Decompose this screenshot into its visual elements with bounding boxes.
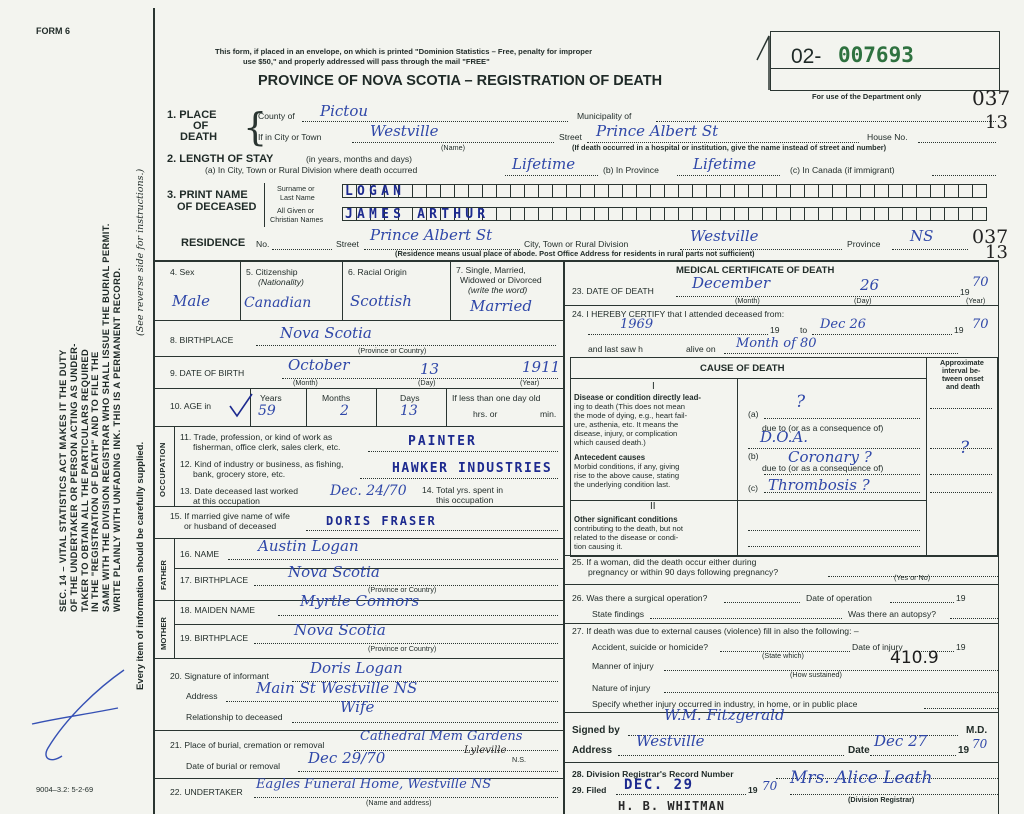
interval-heading-3: tween onset (942, 374, 984, 383)
father-birthplace-value: Nova Scotia (288, 563, 380, 581)
interval-value: ? (960, 438, 970, 458)
year-caption: (Year) (520, 378, 540, 387)
death-year-prefix: 19 (960, 287, 970, 297)
city-value: Westville (370, 122, 439, 140)
other-label-2: contributing to the death, but not (574, 524, 683, 533)
informant-signature-label: 20. Signature of informant (170, 671, 269, 681)
total-years-label-2: this occupation (436, 495, 494, 505)
residence-no-label: No. (256, 239, 270, 249)
certify-label: 24. I HEREBY CERTIFY that I attended deceased from: (572, 309, 785, 319)
given-label-1: All Given or (277, 206, 315, 215)
filed-year: 70 (762, 779, 778, 793)
statute-line: OF THE UNDERTAKER OR PERSON ACTING AS UNDER- (67, 343, 79, 612)
days-label: Days (400, 393, 420, 403)
dob-year: 1911 (522, 358, 561, 376)
manner-label: Manner of injury (592, 661, 654, 671)
form-border-left (153, 8, 155, 814)
birthplace-caption: (Province or Country) (358, 346, 427, 355)
cause-heading: CAUSE OF DEATH (700, 363, 785, 374)
stay-label: 2. LENGTH OF STAY (167, 153, 274, 165)
attended-year-prefix: 19 (954, 325, 964, 335)
burial-date: Dec 29/70 (308, 749, 386, 767)
specify-label: Specify whether injury occurred in industry, in home, or in public place (592, 699, 858, 709)
marital-value: Married (470, 297, 532, 315)
box-tick-mark (755, 30, 785, 92)
burial-date-label: Date of burial or removal (186, 761, 281, 771)
print-name-label-1: 3. PRINT NAME (167, 189, 248, 201)
stay-city-label: (a) In City, Town or Rural Division where death occurred (205, 165, 418, 175)
father-section-label: FATHER (159, 560, 168, 590)
pregnancy-label-1: 25. If a woman, did the death occur either during (572, 557, 757, 567)
alive-on-label: alive on (686, 344, 716, 354)
father-birthplace-label: 17. BIRTHPLACE (180, 575, 249, 585)
trade-value: PAINTER (408, 434, 477, 449)
spouse-label-2: or husband of deceased (184, 521, 277, 531)
cause-line-c: (c) (748, 483, 759, 493)
marital-label-1: 7. Single, Married, (456, 265, 526, 275)
accident-label: Accident, suicide or homicide? (592, 642, 709, 652)
last-worked-label-2: at this occupation (193, 496, 260, 506)
statute-line: SAME WITH THE DIVISION REGISTRAR WHO SHALL ISSUE THE BURIAL PERMIT. (100, 223, 112, 612)
days-value: 13 (400, 403, 418, 419)
signature-date-label: Date (848, 745, 870, 756)
operation-year-prefix: 19 (956, 593, 966, 603)
cause-b-value: D.O.A. (760, 428, 809, 446)
sex-label: 4. Sex (170, 267, 195, 277)
filed-year-prefix: 19 (748, 785, 758, 795)
county-label: County of (258, 111, 295, 121)
md-label: M.D. (966, 725, 988, 736)
to-label: to (800, 325, 808, 335)
stay-province-label: (b) In Province (603, 165, 659, 175)
operation-date-label: Date of operation (806, 593, 872, 603)
statute-line: SEC. 14 – VITAL STATISTICS ACT MAKES IT THE DUTY (57, 349, 68, 612)
residence-note: (Residence means usual place of abode. Post Office Address for residents in rural parts not sufficient) (395, 249, 755, 258)
dob-month: October (288, 356, 350, 374)
mother-birthplace-label: 19. BIRTHPLACE (180, 633, 249, 643)
antecedent-label-4: the underlying condition last. (574, 480, 671, 489)
total-years-label-1: 14. Total yrs. spent in (422, 485, 504, 495)
registration-number: 007693 (838, 43, 914, 67)
age-check-mark (228, 392, 254, 420)
age-label: 10. AGE in (170, 401, 212, 411)
death-year-caption: (Year) (966, 296, 986, 305)
given-names-value: JAMES ARTHUR (345, 207, 490, 222)
sex-value: Male (172, 292, 210, 310)
last-worked-value: Dec. 24/70 (330, 483, 407, 499)
dept-code-3: 037 (972, 226, 1009, 248)
place-label-2: OF (193, 120, 209, 132)
interval-heading-2: interval be- (942, 366, 981, 375)
last-saw-label: and last saw h (588, 344, 643, 354)
occupation-section-label: OCCUPATION (158, 442, 167, 497)
industry-label-2: bank, grocery store, etc. (193, 469, 286, 479)
disease-label-5: disease, injury, or complication (574, 429, 678, 438)
residence-city-label: City, Town or Rural Division (524, 239, 629, 249)
given-label-2: Christian Names (270, 215, 324, 224)
min-label: min. (540, 409, 557, 419)
reverse-note: (See reverse side for instructions.) (135, 168, 146, 336)
disease-label-2: ing to death (This does not mean (574, 402, 686, 411)
dob-day: 13 (420, 360, 440, 378)
surname-boxes (342, 184, 987, 198)
record-number-label: 28. Division Registrar's Record Number (572, 769, 734, 779)
maiden-name-value: Myrtle Connors (300, 592, 420, 610)
county-value: Pictou (320, 102, 369, 120)
mother-birthplace-caption: (Province or Country) (368, 644, 437, 653)
day-caption: (Day) (418, 378, 436, 387)
father-name-value: Austin Logan (258, 537, 359, 555)
surname-label-2: Last Name (280, 193, 315, 202)
injury-year-prefix: 19 (956, 642, 966, 652)
hrs-label: hrs. or (473, 409, 498, 419)
industry-value: HAWKER INDUSTRIES (392, 461, 553, 476)
disease-label-1: Disease or condition directly lead- (574, 393, 701, 402)
years-label: Years (260, 393, 282, 403)
medical-heading: MEDICAL CERTIFICATE OF DEATH (676, 265, 835, 276)
hospital-note: (If death occurred in a hospital or institution, give the name instead of street and number) (572, 143, 887, 152)
coding-value: 410.9 (890, 648, 939, 668)
racial-value: Scottish (350, 292, 412, 310)
margin-pen-mark (28, 668, 128, 768)
dob-label: 9. DATE OF BIRTH (170, 368, 245, 378)
father-birthplace-caption: (Province or Country) (368, 585, 437, 594)
form-number: FORM 6 (36, 26, 71, 36)
disease-label-3: the mode of dying, e.g., heart fail- (574, 411, 688, 420)
stay-canada-label: (c) In Canada (if immigrant) (790, 165, 895, 175)
cause-c-value: Coronary ? (788, 448, 872, 466)
registrar-stamp: H. B. WHITMAN (618, 799, 725, 813)
undertaker-label: 22. UNDERTAKER (170, 787, 243, 797)
city-label: If in City or Town (258, 132, 322, 142)
undertaker-value: Eagles Funeral Home, Westville NS (256, 777, 492, 792)
antecedent-label-3: rise to the above cause, stating (574, 471, 680, 480)
place-label-1: 1. PLACE (167, 109, 217, 121)
less-than-day-label: If less than one day old (452, 393, 541, 403)
statute-line: WRITE PLAINLY WITH UNFADING INK. THIS IS A PERMANENT RECORD. (111, 267, 123, 612)
form-title: PROVINCE OF NOVA SCOTIA – REGISTRATION OF DEATH (258, 73, 663, 89)
registrar-caption: (Division Registrar) (848, 795, 915, 804)
burial-place-note-2: N.S. (512, 755, 526, 764)
external-causes-label: 27. If death was due to external causes (violence) fill in also the following: – (572, 626, 859, 636)
yes-no-caption: (Yes or No) (894, 573, 931, 582)
other-label-4: tion causing it. (574, 542, 623, 551)
print-code: 9004–3.2: 5-2-69 (36, 785, 94, 794)
mailing-notice-2: use $50," and properly addressed will pass through the mail "FREE" (243, 57, 490, 66)
name-caption: (Name) (441, 143, 465, 152)
birthplace-label: 8. BIRTHPLACE (170, 335, 234, 345)
attended-to: Dec 26 (820, 317, 867, 332)
other-label-1: Other significant conditions (574, 515, 678, 524)
how-sustained-caption: (How sustained) (790, 670, 842, 679)
relationship-label: Relationship to deceased (186, 712, 283, 722)
disease-label-4: ure, asthenia, etc. It means the (574, 420, 679, 429)
dept-code-2: 13 (985, 112, 1008, 133)
careful-note: Every item of information should be carefully supplied. (135, 441, 146, 690)
death-day: 26 (860, 276, 880, 294)
birthplace-value: Nova Scotia (280, 324, 372, 342)
cause-line-a: (a) (748, 409, 759, 419)
state-findings-label: State findings (592, 609, 645, 619)
citizenship-label-2: (Nationality) (258, 277, 304, 287)
informant-address: Main St Westville NS (256, 679, 418, 697)
marital-label-2: Widowed or Divorced (460, 275, 542, 285)
last-worked-label-1: 13. Date deceased last worked (180, 486, 298, 496)
attended-from-year-prefix: 19 (770, 325, 780, 335)
due-to-label-1: due to (or as a consequence of) (762, 423, 884, 433)
month-caption: (Month) (293, 378, 318, 387)
street-label: Street (559, 132, 582, 142)
registration-number-box (770, 31, 1000, 91)
years-value: 59 (258, 403, 276, 419)
industry-label-1: 12. Kind of industry or business, as fishing, (180, 459, 344, 469)
surname-value: LOGAN (345, 184, 406, 199)
mother-birthplace-value: Nova Scotia (294, 621, 386, 639)
residence-street: Prince Albert St (370, 226, 493, 244)
spouse-value: DORIS FRASER (326, 514, 437, 528)
death-month: December (692, 274, 771, 292)
residence-city: Westville (690, 227, 759, 245)
citizenship-label: 5. Citizenship (246, 267, 298, 277)
spouse-label-1: 15. If married give name of wife (170, 511, 290, 521)
father-name-label: 16. NAME (180, 549, 220, 559)
cause-a-value: ? (796, 392, 806, 412)
trade-label-1: 11. Trade, profession, or kind of work as (180, 432, 333, 442)
registrar-signature: Mrs. Alice Leath (790, 768, 933, 788)
racial-label: 6. Racial Origin (348, 267, 407, 277)
disease-label-6: which caused death.) (574, 438, 646, 447)
signature-year: 70 (972, 737, 988, 751)
antecedent-label-1: Antecedent causes (574, 453, 646, 462)
death-year: 70 (972, 275, 989, 290)
residence-street-label: Street (336, 239, 359, 249)
filed-label: 29. Filed (572, 785, 607, 795)
burial-place-note: Lyleville (464, 745, 507, 756)
burial-place: Cathedral Mem Gardens (360, 729, 523, 744)
surname-label-1: Surname or (277, 184, 315, 193)
attended-year: 70 (972, 317, 989, 332)
signature-year-prefix: 19 (958, 745, 970, 756)
relationship-value: Wife (340, 698, 375, 716)
mother-section-label: MOTHER (159, 617, 168, 650)
place-label-3: DEATH (180, 131, 218, 143)
municipality-label: Municipality of (577, 111, 632, 121)
interval-heading-1: Approximate (940, 358, 984, 367)
stay-label-note: (in years, months and days) (306, 154, 413, 164)
house-label: House No. (867, 132, 908, 142)
state-which-caption: (State which) (762, 651, 804, 660)
signed-by-label: Signed by (572, 725, 620, 736)
dept-use-label: For use of the Department only (812, 92, 922, 101)
stay-province-value: Lifetime (693, 155, 757, 173)
informant-address-label: Address (186, 691, 218, 701)
stay-city-value: Lifetime (512, 155, 576, 173)
residence-province-label: Province (847, 239, 881, 249)
informant-signature: Doris Logan (310, 659, 403, 677)
dept-code-4: 13 (985, 242, 1008, 263)
nature-label: Nature of injury (592, 683, 651, 693)
last-saw-value: Month of 80 (736, 336, 817, 351)
maiden-name-label: 18. MAIDEN NAME (180, 605, 255, 615)
signature-address-label: Address (572, 745, 613, 756)
citizenship-value: Canadian (244, 295, 312, 311)
death-month-caption: (Month) (735, 296, 760, 305)
interval-heading-4: and death (946, 382, 980, 391)
injury-date-label: Date of injury (852, 642, 903, 652)
statute-line: IN THE "REGISTRATION OF DEATH" AND TO FILE THE (89, 351, 101, 612)
cause-d-value: Thrombosis ? (768, 476, 870, 494)
dept-code-1: 037 (972, 86, 1011, 110)
autopsy-label: Was there an autopsy? (848, 609, 937, 619)
signed-by-value: W.M. Fitzgerald (664, 706, 785, 724)
undertaker-caption: (Name and address) (366, 798, 432, 807)
signature-date: Dec 27 (874, 732, 928, 750)
death-date-label: 23. DATE OF DEATH (572, 286, 654, 296)
due-to-label-2: due to (or as a consequence of) (762, 463, 884, 473)
print-name-label-2: OF DECEASED (177, 201, 257, 213)
part-one-label: I (652, 381, 655, 392)
residence-label: RESIDENCE (181, 237, 246, 249)
attended-from: 1969 (620, 317, 654, 332)
marital-label-3: (write the word) (468, 285, 528, 295)
months-value: 2 (340, 403, 349, 419)
street-value: Prince Albert St (596, 122, 719, 140)
part-two-label: II (650, 501, 656, 512)
statute-line: TAKER TO OBTAIN ALL THE PARTICULARS REQUIRED (78, 348, 90, 612)
cause-line-b: (b) (748, 451, 759, 461)
pregnancy-label-2: pregnancy or within 90 days following pregnancy? (588, 567, 779, 577)
months-label: Months (322, 393, 351, 403)
burial-place-label: 21. Place of burial, cremation or removal (170, 740, 325, 750)
other-label-3: related to the disease or condi- (574, 533, 679, 542)
antecedent-label-2: Morbid conditions, if any, giving (574, 462, 680, 471)
trade-label-2: fisherman, office clerk, sales clerk, etc. (193, 442, 341, 452)
filed-value: DEC. 29 (624, 777, 694, 793)
residence-province: NS (910, 227, 934, 245)
registration-prefix: 02- (791, 45, 822, 68)
signature-address: Westville (636, 732, 705, 750)
statute-block (58, 223, 123, 612)
mailing-notice: This form, if placed in an envelope, on which is printed "Dominion Statistics – Free, penalty for improper (215, 47, 593, 56)
surgery-label: 26. Was there a surgical operation? (572, 593, 708, 603)
death-day-caption: (Day) (854, 296, 872, 305)
